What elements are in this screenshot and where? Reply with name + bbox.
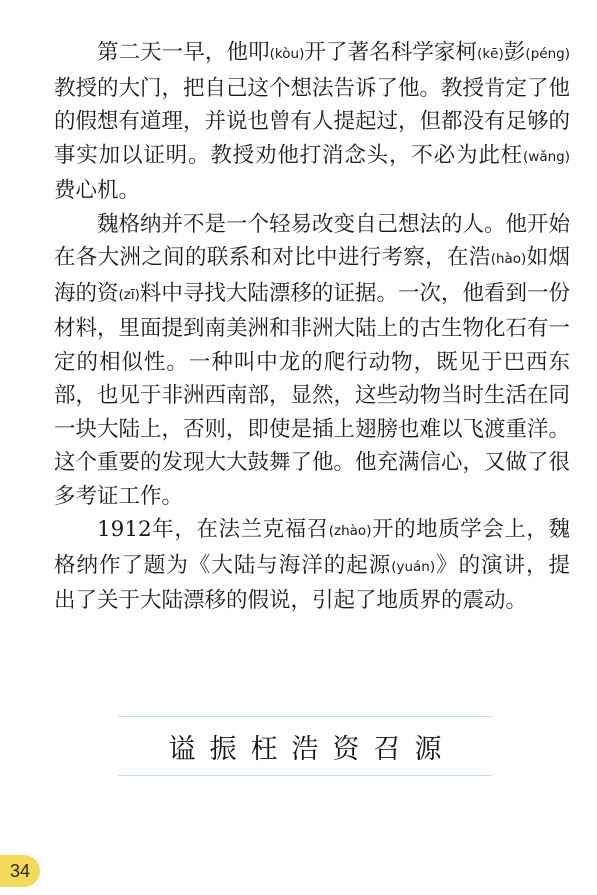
- text-segment: 教授的大门，把自己这个想法告诉了他。教授肯定了他的假想有道理，并说也曾有人提起过，但都没有足够的事实加以证明。教授劝他打消念头，不必为此枉: [54, 75, 571, 168]
- text-segment: 开了著名科学家柯: [304, 40, 478, 65]
- text-segment: 1912年，在法兰克福召: [97, 517, 329, 542]
- new-characters-box: [118, 716, 492, 776]
- paragraph: [54, 208, 570, 514]
- paragraph: [54, 513, 570, 618]
- pinyin-annotation: (kòu): [269, 46, 305, 62]
- text-segment: 料中寻找大陆漂移的证据。一次，他看到一份材料，里面提到南美洲和非洲大陆上的古生物化石有一定的相似性。一种叫中龙的爬行动物，既见于巴西东部，也见于非洲西南部，显然，这些动物当时生活在同一块大陆上，否则，即使是插上翅膀也难以飞渡重洋。这个重要的发现大大鼓舞了他。他充满信心，又做了很多考证工作。: [54, 280, 571, 509]
- text-segment: 魏格纳并不是一个轻易改变自己想法的人。他开始在各大洲之间的联系和对比中进行考察，在浩: [54, 211, 571, 270]
- pinyin-annotation: (zhào): [328, 523, 372, 539]
- article-text: [54, 36, 570, 618]
- pinyin-annotation: (kē): [477, 46, 504, 62]
- text-segment: 开的地质学会上，魏格纳作了题为《大陆与海洋的起源: [54, 517, 570, 578]
- text-segment: 如烟海的资: [54, 245, 570, 306]
- pinyin-annotation: (hào): [490, 251, 527, 267]
- page-number: 34: [0, 855, 40, 887]
- new-characters: 谥振枉浩资召源: [168, 733, 456, 765]
- text-segment: 彭: [503, 40, 526, 65]
- pinyin-annotation: (zī): [118, 286, 140, 303]
- text-segment: 第二天一早，他叩: [97, 40, 270, 65]
- paragraph: [54, 36, 570, 208]
- text-segment: 》的演讲，提出了关于大陆漂移的假说，引起了地质界的震动。: [54, 552, 570, 613]
- pinyin-annotation: (péng): [525, 46, 570, 62]
- text-segment: 费心机。: [54, 178, 141, 203]
- pinyin-annotation: (yuán): [391, 558, 436, 575]
- pinyin-annotation: (wǎng): [523, 148, 570, 165]
